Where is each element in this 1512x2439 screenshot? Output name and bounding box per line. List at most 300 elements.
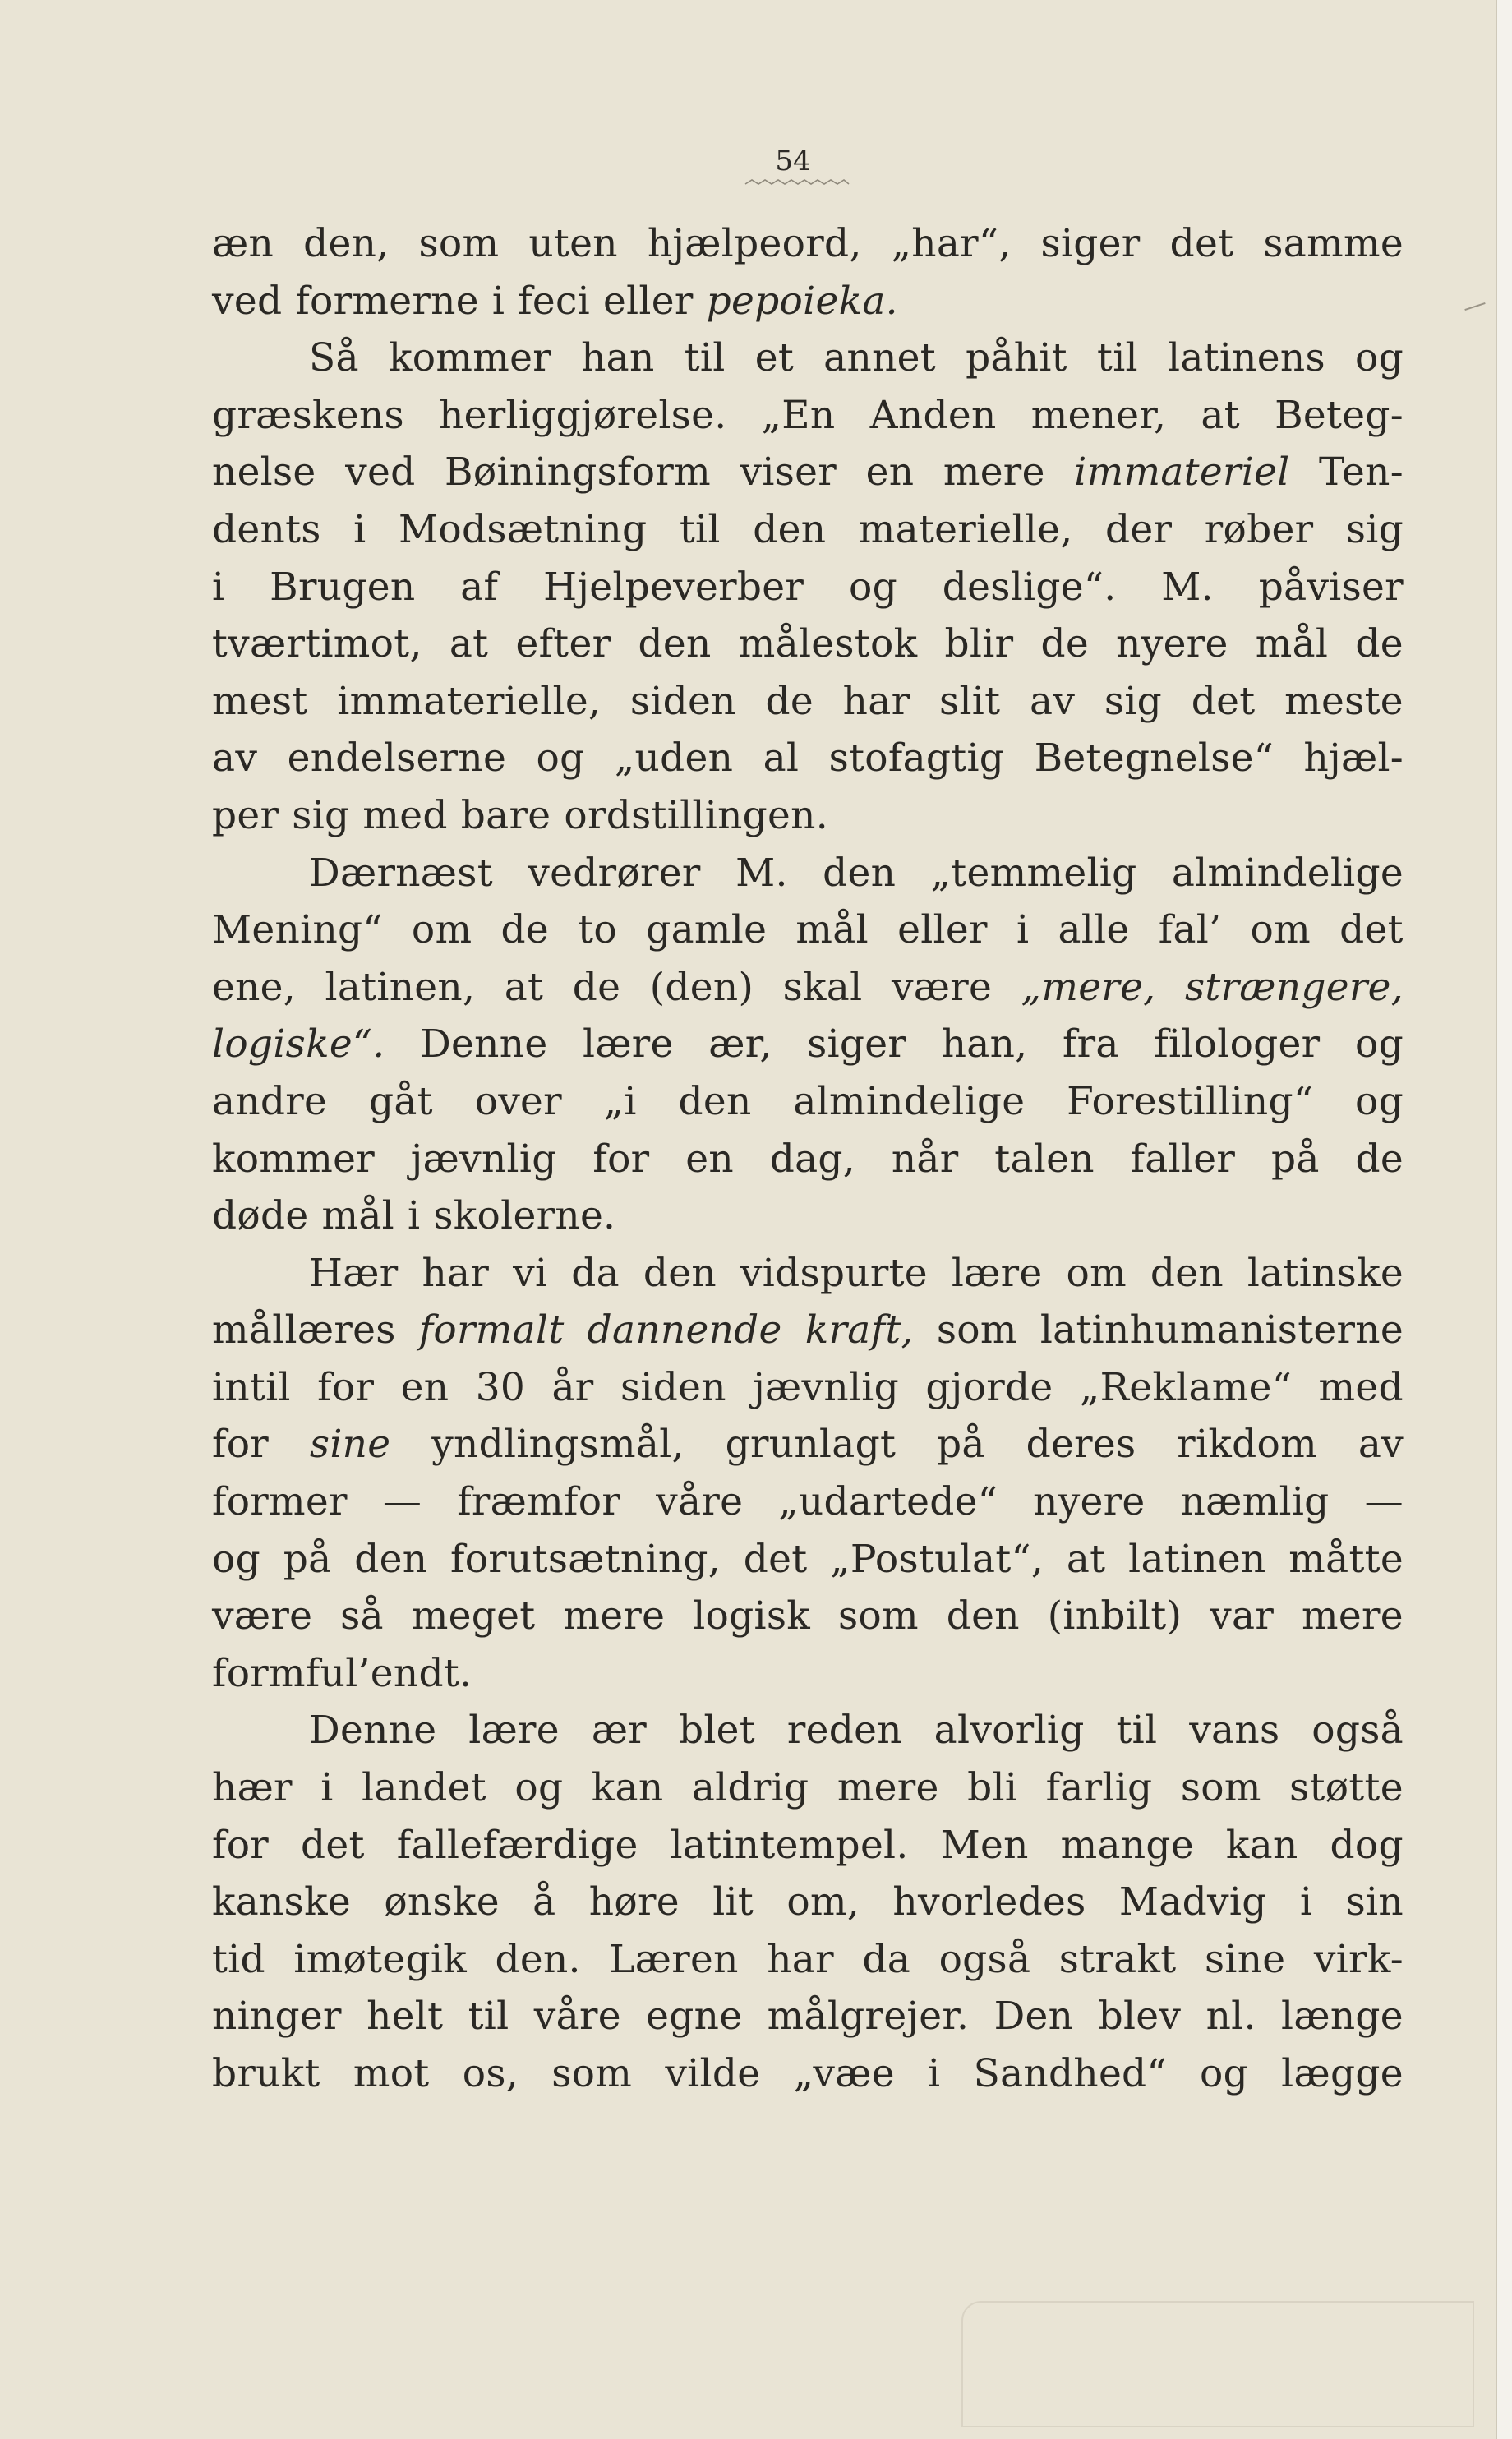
- word: jævnlig: [753, 1364, 900, 1410]
- word: i: [320, 1765, 334, 1811]
- word: Så: [309, 335, 359, 381]
- word: samme: [1263, 221, 1404, 266]
- text-line: [212, 673, 1404, 731]
- word: da: [862, 1936, 911, 1982]
- word: Denne: [309, 1708, 437, 1754]
- word: støtte: [1289, 1765, 1404, 1811]
- word: alle: [1058, 907, 1130, 953]
- word: os,: [462, 2051, 519, 2096]
- word: landet: [362, 1765, 486, 1811]
- text-line: [212, 901, 1404, 959]
- word: per: [212, 792, 279, 838]
- word: ær,: [708, 1021, 772, 1067]
- word: som: [418, 221, 500, 266]
- word: av: [212, 735, 258, 781]
- word: eller: [602, 278, 694, 324]
- word: har: [842, 678, 910, 724]
- word: latinens: [1168, 335, 1325, 381]
- word: den: [946, 1593, 1020, 1639]
- word: bli: [967, 1765, 1018, 1811]
- word: Denne: [420, 1021, 548, 1067]
- word: for: [592, 1136, 650, 1182]
- word: latinske: [1247, 1250, 1404, 1296]
- word: være: [891, 964, 993, 1010]
- word: kommer: [388, 335, 551, 381]
- text-line: [212, 1473, 1404, 1531]
- word: gåt: [368, 1078, 433, 1124]
- word: og: [1199, 2051, 1248, 2096]
- word: deslige“.: [942, 564, 1117, 610]
- text-line: [212, 787, 1404, 845]
- word: to: [578, 907, 618, 953]
- word: i: [212, 564, 225, 610]
- word: som: [936, 1307, 1017, 1353]
- word: også: [1311, 1708, 1404, 1754]
- word: stofagtig: [828, 735, 1005, 781]
- word: slit: [939, 678, 1001, 724]
- word: mere: [1302, 1593, 1404, 1639]
- word: høre: [588, 1879, 680, 1925]
- word: latinen: [1128, 1536, 1266, 1582]
- word: Modsætning: [399, 506, 648, 552]
- word: pepoieka.: [706, 278, 898, 324]
- word: „udartede“: [778, 1479, 998, 1525]
- text-line: [212, 1931, 1404, 1989]
- word: det: [301, 1822, 365, 1868]
- word: har: [422, 1250, 490, 1296]
- word: næmlig: [1180, 1479, 1330, 1525]
- word: Anden: [869, 392, 997, 438]
- margin-mark: [1464, 302, 1485, 311]
- text-line: [212, 1588, 1404, 1645]
- text-line: [212, 1874, 1404, 1931]
- word: i: [1299, 1879, 1313, 1925]
- word: lit: [712, 1879, 754, 1925]
- word: det: [1339, 907, 1404, 953]
- word: Betegnelse“: [1034, 735, 1275, 781]
- word: at: [1066, 1536, 1106, 1582]
- word: talen: [994, 1136, 1095, 1182]
- word: strængere,: [1184, 964, 1404, 1010]
- word: jævnlig: [410, 1136, 557, 1182]
- word: Beteg-: [1275, 392, 1404, 438]
- word: måtte: [1288, 1536, 1404, 1582]
- word: dents: [212, 506, 321, 552]
- word: påviser: [1258, 564, 1404, 610]
- word: der: [1104, 506, 1173, 552]
- word: siden: [620, 1364, 726, 1410]
- word: våre: [656, 1479, 744, 1525]
- word: Den: [993, 1994, 1074, 2040]
- word: immateriel: [1074, 450, 1290, 496]
- text-line: [212, 1073, 1404, 1131]
- word: lære: [951, 1250, 1043, 1296]
- word: eller: [897, 907, 988, 953]
- word: lære: [582, 1021, 674, 1067]
- text-line: [212, 1759, 1404, 1817]
- word: det: [743, 1536, 808, 1582]
- word: vedrører: [528, 850, 701, 896]
- word: om: [1250, 907, 1311, 953]
- word: æn: [212, 221, 274, 266]
- word: å: [532, 1879, 556, 1925]
- library-stamp-outline: [961, 2301, 1474, 2427]
- word: som: [551, 2051, 633, 2096]
- word: være: [212, 1593, 313, 1639]
- word: de: [1355, 1136, 1404, 1182]
- word: meget: [411, 1593, 536, 1639]
- word: nl.: [1205, 1994, 1256, 2040]
- word: (den): [649, 964, 754, 1010]
- word: den: [638, 621, 712, 667]
- word: grunlagt: [725, 1422, 897, 1468]
- word: sig: [1104, 678, 1163, 724]
- word: til: [1116, 1708, 1158, 1754]
- text-line: [212, 330, 1404, 387]
- word: skolerne.: [433, 1193, 616, 1239]
- word: annet: [823, 335, 936, 381]
- word: „En: [761, 392, 836, 438]
- word: latintempel.: [670, 1822, 909, 1868]
- word: aldrig: [691, 1765, 809, 1811]
- word: en: [685, 1136, 734, 1182]
- word: kan: [1225, 1822, 1298, 1868]
- word: nyere: [1033, 1479, 1146, 1525]
- text-line: [212, 1302, 1404, 1359]
- word: hjælpeord,: [647, 221, 862, 266]
- word: herliggjørelse.: [439, 392, 727, 438]
- word: Madvig: [1118, 1879, 1267, 1925]
- word: ordstillingen.: [564, 792, 828, 838]
- word: ene,: [212, 964, 297, 1010]
- word: at: [504, 964, 544, 1010]
- word: alvorlig: [933, 1708, 1085, 1754]
- word: mener,: [1030, 392, 1167, 438]
- word: (inbilt): [1047, 1593, 1182, 1639]
- word: den: [354, 1536, 428, 1582]
- word: at: [1201, 392, 1240, 438]
- word: den: [643, 1250, 717, 1296]
- text-line: [212, 1531, 1404, 1588]
- word: de: [1040, 621, 1089, 667]
- word: en: [400, 1364, 449, 1410]
- word: formalt: [418, 1307, 565, 1353]
- word: feci: [518, 278, 590, 324]
- word: vi: [513, 1250, 548, 1296]
- word: ved: [345, 450, 416, 496]
- text-line: [212, 1187, 1404, 1245]
- word: formerne: [295, 278, 479, 324]
- word: sig: [1345, 506, 1404, 552]
- word: endelserne: [287, 735, 507, 781]
- word: Brugen: [270, 564, 416, 610]
- word: mest: [212, 678, 308, 724]
- text-line: [212, 1131, 1404, 1188]
- word: helt: [366, 1994, 444, 2040]
- word: formful’endt.: [212, 1650, 472, 1696]
- word: former: [212, 1479, 348, 1525]
- word: våre: [533, 1994, 621, 2040]
- text-line: [212, 616, 1404, 673]
- word: og: [1354, 1021, 1404, 1067]
- word: kanske: [212, 1879, 351, 1925]
- word: om: [411, 907, 472, 953]
- text-line: [212, 1359, 1404, 1417]
- word: den: [753, 506, 827, 552]
- word: immaterielle,: [337, 678, 602, 724]
- word: Forestilling“: [1067, 1078, 1314, 1124]
- word: tid: [212, 1936, 265, 1982]
- word: mere: [563, 1593, 666, 1639]
- word: viser: [740, 450, 837, 496]
- word: den: [1150, 1250, 1224, 1296]
- text-line: [212, 845, 1404, 902]
- text-line: [212, 387, 1404, 445]
- word: „Postulat“,: [830, 1536, 1044, 1582]
- word: han: [581, 335, 655, 381]
- word: gjorde: [925, 1364, 1053, 1410]
- page-number: 54: [775, 145, 811, 178]
- word: faller: [1130, 1136, 1236, 1182]
- word: og: [536, 735, 585, 781]
- page-edge: [1496, 0, 1512, 2439]
- word: i: [491, 278, 505, 324]
- word: de: [572, 964, 621, 1010]
- word: Men: [940, 1822, 1029, 1868]
- word: ninger: [212, 1994, 342, 2040]
- word: M.: [1161, 564, 1214, 610]
- word: af: [460, 564, 499, 610]
- word: egne: [646, 1994, 743, 2040]
- word: fra: [1062, 1021, 1119, 1067]
- word: logisk: [693, 1593, 811, 1639]
- word: år: [551, 1364, 594, 1410]
- word: latinhumanisterne: [1040, 1307, 1404, 1353]
- text-line: [212, 501, 1404, 559]
- word: ved: [212, 278, 283, 324]
- word: døde: [212, 1193, 309, 1239]
- word: sin: [1345, 1879, 1404, 1925]
- word: de: [500, 907, 550, 953]
- word: brukt: [212, 2051, 320, 2096]
- word: de: [1355, 621, 1404, 667]
- word: ær: [591, 1708, 648, 1754]
- word: fal’: [1158, 907, 1222, 953]
- word: for: [317, 1364, 375, 1410]
- word: det: [1191, 678, 1256, 724]
- word: almindelige: [1171, 850, 1404, 896]
- word: al: [763, 735, 800, 781]
- word: på: [937, 1422, 985, 1468]
- word: —: [1364, 1479, 1404, 1525]
- word: røber: [1204, 506, 1314, 552]
- word: virk-: [1313, 1936, 1404, 1982]
- word: fræmfor: [457, 1479, 621, 1525]
- word: om,: [786, 1879, 860, 1925]
- word: til: [468, 1994, 509, 2040]
- word: om: [1066, 1250, 1127, 1296]
- word: skal: [782, 964, 863, 1010]
- word: Bøiningsform: [445, 450, 711, 496]
- word: efter: [515, 621, 611, 667]
- word: så: [340, 1593, 384, 1639]
- word: påhit: [966, 335, 1067, 381]
- text-line: [212, 215, 1404, 273]
- word: da: [571, 1250, 620, 1296]
- word: tværtimot,: [212, 621, 422, 667]
- word: „Reklame“: [1079, 1364, 1293, 1410]
- word: ønske: [384, 1879, 500, 1925]
- word: for: [212, 1422, 270, 1468]
- word: mere: [943, 450, 1045, 496]
- text-line: [212, 1645, 1404, 1703]
- word: et: [754, 335, 795, 381]
- word: Mening“: [212, 907, 383, 953]
- word: fallefærdige: [396, 1822, 638, 1868]
- word: hjæl-: [1303, 735, 1404, 781]
- word: „væe: [793, 2051, 895, 2096]
- word: græskens: [212, 392, 404, 438]
- word: vidspurte: [740, 1250, 928, 1296]
- word: med: [362, 792, 448, 838]
- text-line: [212, 1245, 1404, 1302]
- word: den,: [303, 221, 390, 266]
- word: til: [679, 506, 721, 552]
- word: siden: [629, 678, 736, 724]
- word: andre: [212, 1078, 328, 1124]
- word: og: [1355, 335, 1404, 381]
- word: latinen,: [325, 964, 476, 1010]
- word: farlig: [1045, 1765, 1153, 1811]
- word: av: [1030, 678, 1076, 724]
- word: M.: [735, 850, 788, 896]
- word: kan: [591, 1765, 664, 1811]
- word: for: [212, 1822, 270, 1868]
- word: siger: [1040, 221, 1141, 266]
- word: blir: [944, 621, 1014, 667]
- word: „uden: [614, 735, 734, 781]
- word: og: [848, 564, 897, 610]
- word: „i: [603, 1078, 637, 1124]
- text-line: [212, 444, 1404, 501]
- word: uten: [528, 221, 618, 266]
- word: Ten-: [1319, 450, 1404, 496]
- word: Hær: [309, 1250, 399, 1296]
- word: filologer: [1154, 1021, 1321, 1067]
- word: vilde: [665, 2051, 761, 2096]
- word: „mere,: [1021, 964, 1156, 1010]
- word: yndlingsmål,: [431, 1422, 685, 1468]
- word: når: [891, 1136, 959, 1182]
- word: Sandhed“: [973, 2051, 1167, 2096]
- word: 30: [475, 1364, 526, 1410]
- word: blev: [1098, 1994, 1182, 2040]
- word: som: [1180, 1765, 1261, 1811]
- word: imøtegik: [293, 1936, 467, 1982]
- text-line: [212, 2045, 1404, 2103]
- word: mållæres: [212, 1307, 396, 1353]
- word: Dærnæst: [309, 850, 493, 896]
- word: mange: [1060, 1822, 1194, 1868]
- word: „temmelig: [930, 850, 1137, 896]
- text-line: [212, 1416, 1404, 1473]
- word: dannende: [587, 1307, 782, 1353]
- word: og: [1354, 1078, 1404, 1124]
- word: hær: [212, 1765, 293, 1811]
- text-line: [212, 559, 1404, 616]
- word: var: [1210, 1593, 1275, 1639]
- word: med: [1318, 1364, 1404, 1410]
- word: intil: [212, 1364, 291, 1410]
- page-number-flourish: [744, 178, 850, 189]
- word: mål: [795, 907, 869, 953]
- word: den: [678, 1078, 752, 1124]
- word: kommer: [212, 1136, 375, 1182]
- word: målestok: [738, 621, 918, 667]
- text-line: [212, 1817, 1404, 1874]
- word: som: [837, 1593, 919, 1639]
- word: deres: [1026, 1422, 1136, 1468]
- word: —: [382, 1479, 422, 1525]
- word: på: [1270, 1136, 1320, 1182]
- word: reden: [786, 1708, 902, 1754]
- word: dag,: [769, 1136, 856, 1182]
- word: vans: [1189, 1708, 1280, 1754]
- word: mål: [1255, 621, 1329, 667]
- word: nyere: [1116, 621, 1228, 667]
- word: i: [353, 506, 366, 552]
- text-line: [212, 730, 1404, 787]
- word: Læren: [609, 1936, 739, 1982]
- word: længe: [1281, 1994, 1404, 2040]
- text-line: [212, 273, 1404, 330]
- word: og: [212, 1536, 260, 1582]
- word: logiske“.: [212, 1021, 385, 1067]
- word: rikdom: [1177, 1422, 1317, 1468]
- word: meste: [1284, 678, 1404, 724]
- text-line: [212, 1988, 1404, 2045]
- word: på: [283, 1536, 332, 1582]
- word: sig: [292, 792, 350, 838]
- word: materielle,: [858, 506, 1073, 552]
- word: Hjelpeverber: [543, 564, 804, 610]
- word: det: [1169, 221, 1234, 266]
- word: forutsætning,: [450, 1536, 721, 1582]
- body-text: [212, 215, 1404, 2103]
- word: av: [1358, 1422, 1404, 1468]
- word: sine: [1204, 1936, 1286, 1982]
- word: siger: [807, 1021, 907, 1067]
- word: i: [1016, 907, 1030, 953]
- word: til: [1097, 335, 1138, 381]
- word: blet: [678, 1708, 755, 1754]
- word: mål: [321, 1193, 395, 1239]
- word: til: [684, 335, 726, 381]
- word: den: [823, 850, 897, 896]
- text-line: [212, 1016, 1404, 1073]
- word: bare: [460, 792, 551, 838]
- word: dog: [1330, 1822, 1404, 1868]
- word: en: [865, 450, 915, 496]
- word: over: [474, 1078, 562, 1124]
- word: kraft,: [804, 1307, 914, 1353]
- word: lære: [468, 1708, 560, 1754]
- word: målgrejer.: [767, 1994, 970, 2040]
- word: at: [449, 621, 489, 667]
- word: også: [938, 1936, 1031, 1982]
- word: i: [408, 1193, 421, 1239]
- word: de: [765, 678, 814, 724]
